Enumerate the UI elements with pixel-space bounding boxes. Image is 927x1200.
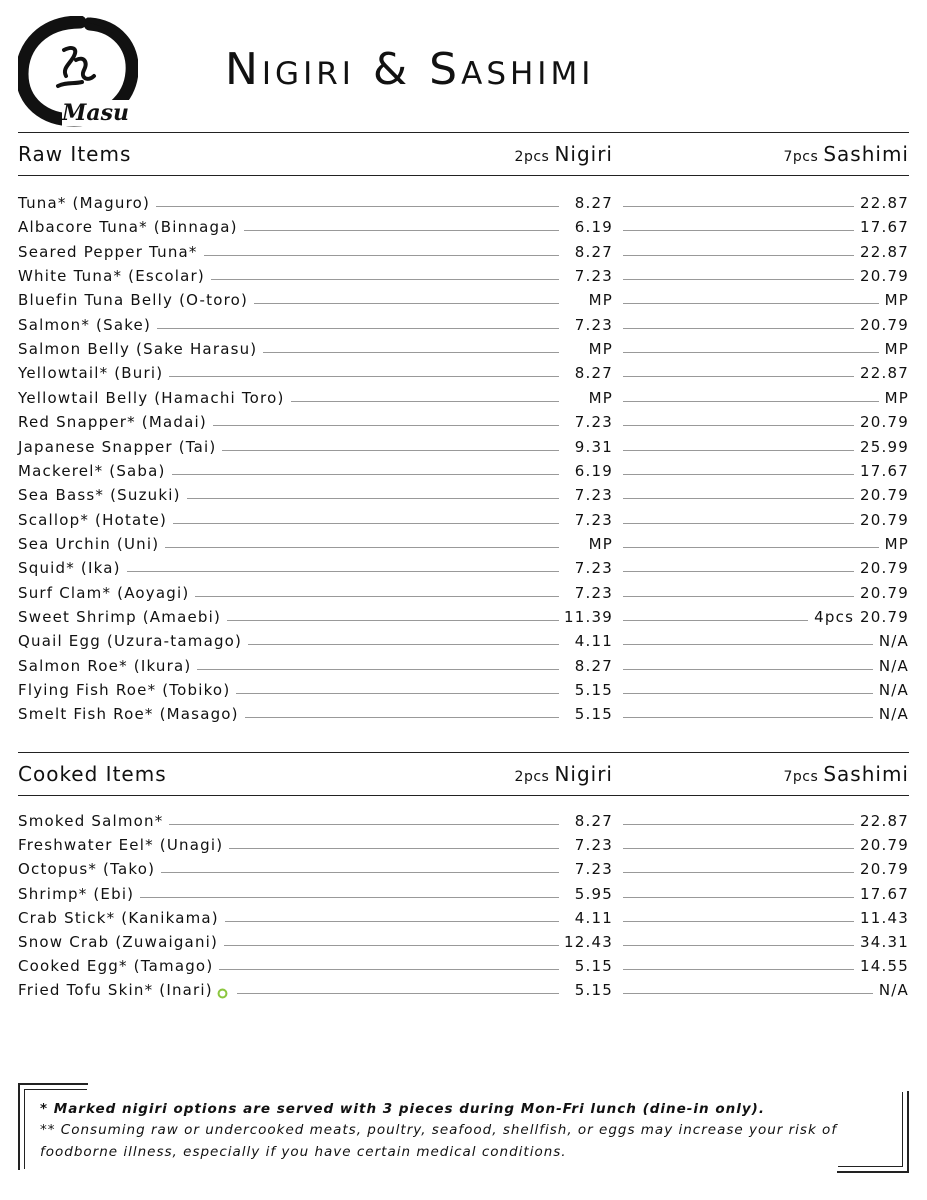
sashimi-price: 22.87 bbox=[860, 194, 909, 212]
leader-line-sashimi bbox=[623, 897, 854, 898]
item-name: Shrimp* (Ebi) bbox=[18, 884, 135, 903]
leader-line-sashimi bbox=[623, 717, 873, 718]
menu-item-row bbox=[18, 385, 909, 407]
item-name: Crab Stick* (Kanikama) bbox=[18, 908, 219, 927]
sashimi-price: 20.79 bbox=[860, 583, 909, 602]
nigiri-price: 5.15 bbox=[574, 957, 613, 976]
leader-line-nigiri bbox=[127, 571, 559, 572]
menu-item-row bbox=[18, 653, 909, 675]
menu-item-row bbox=[18, 604, 909, 626]
menu-item-row bbox=[18, 977, 909, 999]
leader-line-nigiri bbox=[169, 824, 559, 825]
sashimi-price: 14.55 bbox=[860, 957, 909, 976]
menu-item-row bbox=[18, 482, 909, 504]
nigiri-price: 5.15 bbox=[574, 681, 613, 699]
leader-line-nigiri bbox=[244, 230, 559, 231]
consumer-advisory-line-1: ** Consuming raw or undercooked meats, poultry, seafood, shellfish, or eggs may increase your risk of bbox=[40, 1122, 838, 1138]
leader-line-nigiri bbox=[161, 872, 559, 873]
nigiri-price: 12.43 bbox=[564, 933, 613, 951]
leader-line-sashimi bbox=[623, 498, 854, 499]
sashimi-price: N/A bbox=[878, 632, 909, 651]
nigiri-price: 8.27 bbox=[574, 194, 613, 212]
nigiri-price: 6.19 bbox=[574, 218, 613, 237]
leader-line-nigiri bbox=[225, 921, 559, 922]
menu-item-row bbox=[18, 701, 909, 723]
leader-line-nigiri bbox=[222, 450, 559, 451]
sashimi-price: MP bbox=[884, 340, 909, 359]
item-name: Yellowtail* (Buri) bbox=[18, 364, 164, 383]
lunch-note: * Marked nigiri options are served with 3 pieces during Mon-Fri lunch (dine-in only). bbox=[40, 1101, 765, 1117]
leader-line-nigiri bbox=[219, 969, 559, 970]
item-name: Surf Clam* (Aoyagi) bbox=[18, 583, 190, 602]
menu-item-row bbox=[18, 214, 909, 236]
sashimi-price: 20.79 bbox=[860, 559, 909, 578]
sashimi-price: 17.67 bbox=[860, 461, 909, 480]
leader-line-nigiri bbox=[248, 644, 559, 645]
nigiri-qty: 2pcs bbox=[514, 769, 550, 785]
menu-item-row bbox=[18, 190, 909, 212]
leader-line-sashimi bbox=[623, 474, 854, 475]
sashimi-price: N/A bbox=[878, 981, 909, 1000]
menu-item-row bbox=[18, 360, 909, 382]
leader-line-nigiri bbox=[173, 523, 559, 524]
menu-item-row bbox=[18, 881, 909, 903]
footer-notes bbox=[18, 1083, 909, 1173]
leader-line-nigiri bbox=[169, 376, 559, 377]
menu-item-row bbox=[18, 409, 909, 431]
leader-line-nigiri bbox=[172, 474, 559, 475]
nigiri-price: 4.11 bbox=[574, 908, 613, 927]
item-name: Salmon* (Sake) bbox=[18, 315, 152, 334]
logo-wordmark: Masu bbox=[62, 100, 129, 126]
sashimi-label: Sashimi bbox=[823, 762, 909, 786]
leader-line-sashimi bbox=[623, 328, 854, 329]
frame-corner-bottom-right-inner bbox=[838, 1092, 903, 1167]
sashimi-price: N/A bbox=[878, 681, 909, 699]
item-name: Snow Crab (Zuwaigani) bbox=[18, 933, 219, 951]
section-header bbox=[18, 132, 909, 176]
menu-item-row bbox=[18, 953, 909, 975]
nigiri-label: Nigiri bbox=[554, 762, 613, 786]
sashimi-price: 20.79 bbox=[860, 413, 909, 432]
leader-line-nigiri bbox=[204, 255, 559, 256]
sashimi-price: 22.87 bbox=[860, 812, 909, 830]
nigiri-price: MP bbox=[588, 291, 613, 310]
leader-line-nigiri bbox=[140, 897, 559, 898]
sashimi-qty: 7pcs bbox=[783, 769, 819, 785]
sashimi-qty: 7pcs bbox=[783, 149, 819, 165]
leader-line-nigiri bbox=[229, 848, 559, 849]
leader-line-sashimi bbox=[623, 921, 854, 922]
leader-line-nigiri bbox=[187, 498, 559, 499]
item-name: Scallop* (Hotate) bbox=[18, 510, 168, 529]
leader-line-nigiri bbox=[263, 352, 559, 353]
sashimi-price: N/A bbox=[878, 656, 909, 675]
menu-item-row bbox=[18, 580, 909, 602]
nigiri-price: 7.23 bbox=[574, 413, 613, 432]
sashimi-price: N/A bbox=[878, 705, 909, 724]
sashimi-label: Sashimi bbox=[823, 142, 909, 166]
leader-line-sashimi bbox=[623, 644, 873, 645]
item-name: Salmon Roe* (Ikura) bbox=[18, 656, 192, 675]
item-name: Sea Bass* (Suzuki) bbox=[18, 486, 181, 505]
item-name: Red Snapper* (Madai) bbox=[18, 413, 207, 432]
leader-line-sashimi bbox=[623, 945, 854, 946]
nigiri-price: 7.23 bbox=[574, 510, 613, 529]
leader-line-sashimi bbox=[623, 255, 854, 256]
menu-item-row bbox=[18, 312, 909, 334]
item-name: Seared Pepper Tuna* bbox=[18, 242, 198, 261]
leader-line-sashimi bbox=[623, 993, 873, 994]
nigiri-column-header bbox=[515, 142, 613, 166]
sashimi-price: 20.79 bbox=[860, 486, 909, 505]
leader-line-sashimi bbox=[623, 571, 854, 572]
item-name: Yellowtail Belly (Hamachi Toro) bbox=[18, 388, 285, 407]
leader-line-nigiri bbox=[195, 596, 559, 597]
sashimi-price: 20.79 bbox=[860, 267, 909, 286]
menu-item-row bbox=[18, 856, 909, 878]
nigiri-price: 9.31 bbox=[574, 437, 613, 456]
item-name: Bluefin Tuna Belly (O-toro) bbox=[18, 291, 249, 310]
nigiri-column-header bbox=[515, 762, 613, 786]
leader-line-sashimi bbox=[623, 693, 873, 694]
sashimi-price: 4pcs 20.79 bbox=[814, 607, 909, 626]
sashimi-column-header bbox=[783, 142, 909, 166]
leader-line-sashimi bbox=[623, 279, 854, 280]
nigiri-price: 8.27 bbox=[574, 364, 613, 383]
section-header bbox=[18, 752, 909, 796]
nigiri-price: 6.19 bbox=[574, 461, 613, 480]
nigiri-label: Nigiri bbox=[554, 142, 613, 166]
sashimi-price: 17.67 bbox=[860, 884, 909, 903]
sashimi-price: 20.79 bbox=[860, 836, 909, 855]
nigiri-price: 7.23 bbox=[574, 836, 613, 855]
nigiri-qty: 2pcs bbox=[514, 149, 550, 165]
leader-line-nigiri bbox=[157, 328, 559, 329]
section-title: Raw Items bbox=[18, 142, 132, 166]
sashimi-price: 17.67 bbox=[860, 218, 909, 237]
item-name: Freshwater Eel* (Unagi) bbox=[18, 836, 224, 855]
nigiri-price: 7.23 bbox=[574, 267, 613, 286]
leader-line-sashimi bbox=[623, 425, 854, 426]
leader-line-nigiri bbox=[245, 717, 559, 718]
menu-item-row bbox=[18, 832, 909, 854]
leader-line-sashimi bbox=[623, 669, 873, 670]
leader-line-sashimi bbox=[623, 848, 854, 849]
leader-line-nigiri bbox=[254, 303, 559, 304]
cooked-items-section bbox=[18, 752, 909, 1000]
leader-line-nigiri bbox=[156, 206, 559, 207]
nigiri-price: 5.95 bbox=[574, 884, 613, 903]
nigiri-price: MP bbox=[588, 534, 613, 553]
leader-line-nigiri bbox=[291, 401, 559, 402]
item-name: Cooked Egg* (Tamago) bbox=[18, 957, 214, 976]
item-name: Japanese Snapper (Tai) bbox=[18, 437, 217, 456]
leader-line-nigiri bbox=[197, 669, 559, 670]
nigiri-price: MP bbox=[588, 340, 613, 359]
leader-line-sashimi bbox=[623, 872, 854, 873]
nigiri-price: 7.23 bbox=[574, 486, 613, 505]
sashimi-column-header bbox=[783, 762, 909, 786]
item-name: Squid* (Ika) bbox=[18, 559, 121, 578]
masu-logo bbox=[18, 16, 138, 128]
item-name: Sea Urchin (Uni) bbox=[18, 534, 160, 553]
leader-line-sashimi bbox=[623, 596, 854, 597]
leader-line-sashimi bbox=[623, 230, 854, 231]
nigiri-price: MP bbox=[588, 388, 613, 407]
leader-line-sashimi bbox=[623, 523, 854, 524]
menu-item-row bbox=[18, 434, 909, 456]
leader-line-sashimi bbox=[623, 620, 808, 621]
item-name: Flying Fish Roe* (Tobiko) bbox=[18, 681, 231, 699]
item-name: Salmon Belly (Sake Harasu) bbox=[18, 340, 258, 359]
item-name: Mackerel* (Saba) bbox=[18, 461, 166, 480]
menu-item-row bbox=[18, 507, 909, 529]
sashimi-price: 20.79 bbox=[860, 315, 909, 334]
consumer-advisory-line-2: foodborne illness, especially if you have certain medical conditions. bbox=[40, 1144, 567, 1160]
sashimi-price: MP bbox=[884, 534, 909, 553]
sashimi-price: 22.87 bbox=[860, 242, 909, 261]
sashimi-price: 20.79 bbox=[860, 860, 909, 879]
leader-line-sashimi bbox=[623, 824, 854, 825]
menu-item-row bbox=[18, 929, 909, 951]
item-name: Quail Egg (Uzura-tamago) bbox=[18, 632, 243, 651]
nigiri-price: 8.27 bbox=[574, 656, 613, 675]
nigiri-price: 8.27 bbox=[574, 812, 613, 830]
menu-item-row bbox=[18, 239, 909, 261]
sashimi-price: 25.99 bbox=[860, 437, 909, 456]
nigiri-price: 7.23 bbox=[574, 583, 613, 602]
menu-item-row bbox=[18, 628, 909, 650]
nigiri-price: 11.39 bbox=[564, 607, 613, 626]
leader-line-sashimi bbox=[623, 969, 854, 970]
sashimi-price: 11.43 bbox=[860, 908, 909, 927]
menu-item-row bbox=[18, 336, 909, 358]
sashimi-price: 20.79 bbox=[860, 510, 909, 529]
menu-item-row bbox=[18, 905, 909, 927]
nigiri-price: 7.23 bbox=[574, 315, 613, 334]
nigiri-price: 5.15 bbox=[574, 705, 613, 724]
item-name: Octopus* (Tako) bbox=[18, 860, 156, 879]
leader-line-sashimi bbox=[623, 352, 879, 353]
raw-items-section bbox=[18, 132, 909, 724]
nigiri-price: 5.15 bbox=[574, 981, 613, 1000]
leader-line-sashimi bbox=[623, 401, 879, 402]
menu-item-row bbox=[18, 555, 909, 577]
leader-line-sashimi bbox=[623, 303, 879, 304]
leader-line-nigiri bbox=[224, 945, 559, 946]
leader-line-sashimi bbox=[623, 450, 854, 451]
menu-item-row bbox=[18, 808, 909, 830]
leader-line-nigiri bbox=[165, 547, 559, 548]
vegetarian-icon bbox=[217, 988, 228, 999]
item-name: Smelt Fish Roe* (Masago) bbox=[18, 705, 239, 724]
leader-line-nigiri bbox=[237, 993, 559, 994]
leader-line-sashimi bbox=[623, 376, 854, 377]
nigiri-price: 7.23 bbox=[574, 559, 613, 578]
section-title: Cooked Items bbox=[18, 762, 167, 786]
leader-line-sashimi bbox=[623, 547, 879, 548]
item-name: Fried Tofu Skin* (Inari) bbox=[18, 981, 213, 1000]
nigiri-price: 7.23 bbox=[574, 860, 613, 879]
leader-line-nigiri bbox=[227, 620, 559, 621]
nigiri-price: 4.11 bbox=[574, 632, 613, 651]
leader-line-nigiri bbox=[236, 693, 559, 694]
sashimi-price: MP bbox=[884, 388, 909, 407]
item-name: Albacore Tuna* (Binnaga) bbox=[18, 218, 238, 237]
menu-item-row bbox=[18, 263, 909, 285]
nigiri-price: 8.27 bbox=[574, 242, 613, 261]
item-name: White Tuna* (Escolar) bbox=[18, 267, 205, 286]
item-name: Tuna* (Maguro) bbox=[18, 194, 151, 212]
menu-item-row bbox=[18, 458, 909, 480]
menu-item-row bbox=[18, 677, 909, 699]
item-name: Sweet Shrimp (Amaebi) bbox=[18, 607, 222, 626]
page-title: Nigiri & Sashimi bbox=[225, 44, 595, 95]
sashimi-price: MP bbox=[884, 291, 909, 310]
menu-item-row bbox=[18, 287, 909, 309]
sashimi-price: 34.31 bbox=[860, 933, 909, 951]
item-name: Smoked Salmon* bbox=[18, 812, 164, 830]
leader-line-nigiri bbox=[213, 425, 559, 426]
menu-item-row bbox=[18, 531, 909, 553]
leader-line-nigiri bbox=[211, 279, 559, 280]
leader-line-sashimi bbox=[623, 206, 854, 207]
sashimi-price: 22.87 bbox=[860, 364, 909, 383]
